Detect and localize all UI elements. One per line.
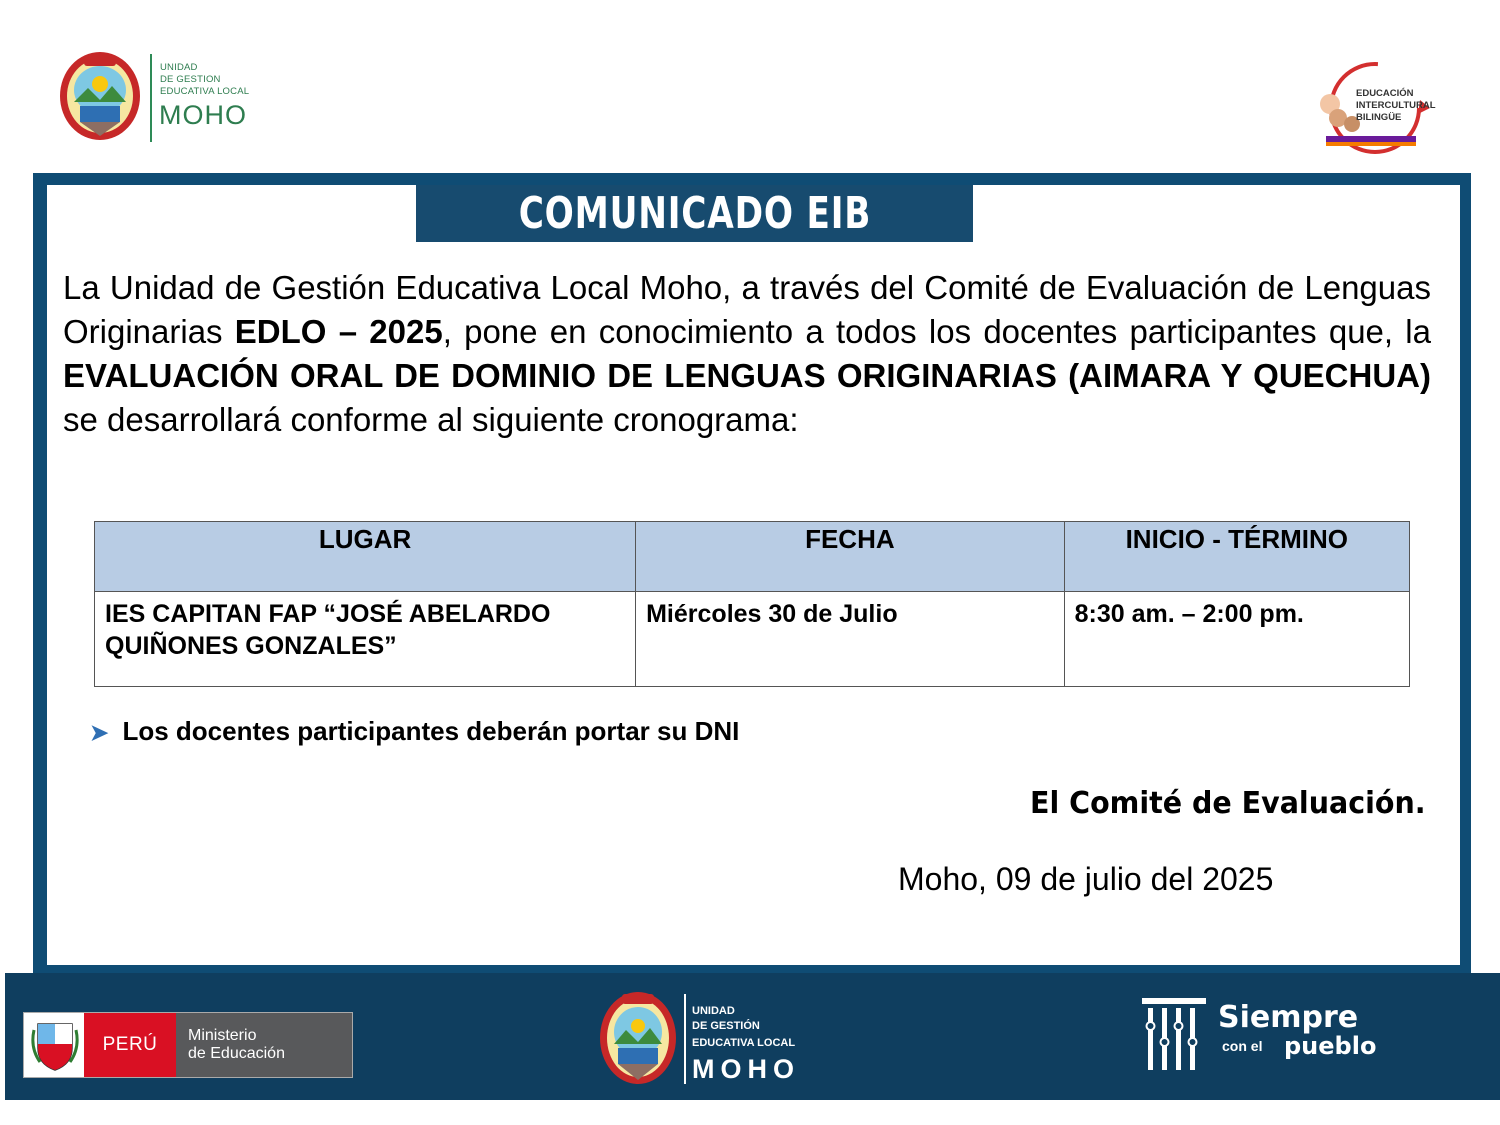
cell-lugar: IES CAPITAN FAP “JOSÉ ABELARDO QUIÑONES GONZALES” xyxy=(95,592,636,687)
ugel-label-line1: UNIDAD xyxy=(160,62,198,73)
ugel-label-line3: EDUCATIVA LOCAL xyxy=(160,86,250,97)
ugel-name: MOHO xyxy=(159,100,247,130)
svg-text:EDUCACIÓN: EDUCACIÓN xyxy=(1356,88,1414,99)
ministry-label xyxy=(176,1013,352,1077)
siempre-word: Siempre xyxy=(1218,1000,1359,1035)
svg-text:INTERCULTURAL: INTERCULTURAL xyxy=(1356,100,1436,111)
notice-title: COMUNICADO EIB xyxy=(518,188,871,239)
signature: El Comité de Evaluación. xyxy=(1030,786,1426,821)
footer-ugel-logo xyxy=(598,988,828,1088)
footer-ugel-name: MOHO xyxy=(692,1054,800,1084)
notice-paragraph xyxy=(63,266,1431,442)
schedule-table xyxy=(94,521,1410,687)
minedu-logo xyxy=(23,1012,353,1078)
con-el-word: con el xyxy=(1222,1038,1263,1054)
footer-ugel-line1: UNIDAD xyxy=(692,1005,735,1017)
ugel-emblem-icon xyxy=(58,50,142,142)
siempre-con-el-pueblo-logo xyxy=(1140,996,1377,1072)
paragraph-bold-edlo: EDLO – 2025 xyxy=(234,313,443,350)
ugel-moho-header-logo xyxy=(58,50,318,150)
paragraph-text-2: , pone en conocimiento a todos los docentes participantes que, la xyxy=(442,313,1431,350)
peru-shield-icon xyxy=(30,1018,80,1072)
paragraph-bold-evaluation: EVALUACIÓN ORAL DE DOMINIO DE LENGUAS ORIGINARIAS (AIMARA Y QUECHUA) xyxy=(63,357,1431,394)
paragraph-text-1: La Unidad de Gestión Educativa Local Moho, a través del Comité de Evaluación de Lenguas Originarias xyxy=(63,269,1431,350)
arrow-bullet-icon: ➤ xyxy=(90,720,109,745)
paragraph-text-3: se desarrollará conforme al siguiente cronograma: xyxy=(63,401,799,438)
footer-ugel-divider xyxy=(684,994,686,1084)
ministry-line2: de Educación xyxy=(188,1045,285,1062)
note-bullet xyxy=(90,716,739,747)
cell-horario: 8:30 am. – 2:00 pm. xyxy=(1064,592,1409,687)
eib-logo-icon xyxy=(1308,60,1442,156)
header-fecha: FECHA xyxy=(636,522,1064,592)
schedule-header-row xyxy=(95,522,1410,592)
header-inicio-termino: INICIO - TÉRMINO xyxy=(1064,522,1409,592)
peru-label: PERÚ xyxy=(84,1013,176,1077)
notice-title-bar xyxy=(416,185,973,242)
footer-ugel-line2: DE GESTIÓN xyxy=(692,1020,760,1032)
note-text: Los docentes participantes deberán portar su DNI xyxy=(122,716,740,746)
footer-ugel-emblem-icon xyxy=(598,988,678,1088)
pueblo-word: pueblo xyxy=(1284,1032,1377,1060)
header-lugar: LUGAR xyxy=(95,522,636,592)
ugel-divider xyxy=(150,54,152,142)
ministry-line1: Ministerio xyxy=(188,1027,257,1044)
schedule-row xyxy=(95,592,1410,687)
pillars-icon xyxy=(1140,996,1212,1072)
cell-fecha: Miércoles 30 de Julio xyxy=(636,592,1064,687)
ugel-label-line2: DE GESTION xyxy=(160,74,221,85)
svg-text:BILINGÜE: BILINGÜE xyxy=(1356,112,1402,123)
date-line: Moho, 09 de julio del 2025 xyxy=(898,861,1274,897)
footer-ugel-line3: EDUCATIVA LOCAL xyxy=(692,1037,796,1049)
